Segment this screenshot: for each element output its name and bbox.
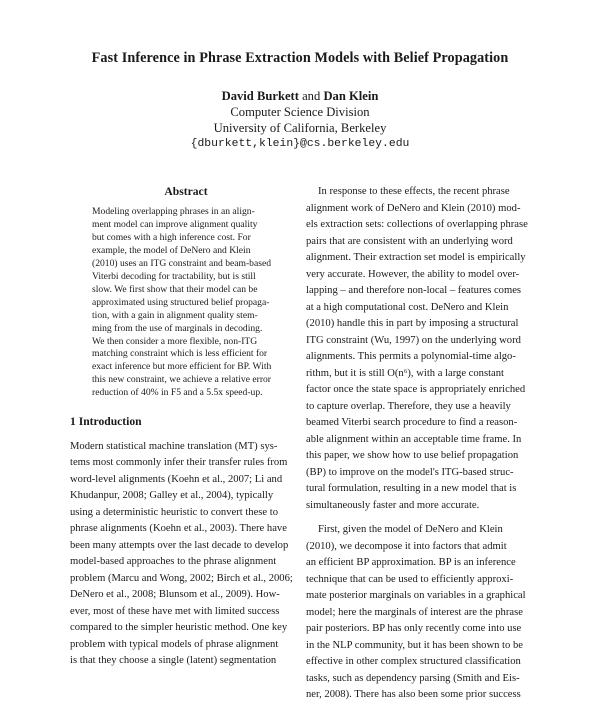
intro-line: DeNero et al., 2008; Blunsom et al., 2009). How- [70, 589, 280, 601]
author-block [0, 88, 600, 152]
abstract-line: matching constraint which is less efficient for [92, 348, 268, 360]
right-line: tural formulation, resulting in a new model that is [306, 483, 517, 494]
right-line: alignments. This permits a polynomial-time algo- [306, 351, 516, 362]
right-line: (2010), we decompose it into factors that admit [306, 540, 507, 552]
right-line: to capture overlap. Therefore, they use a heavily [306, 400, 511, 412]
abstract-line: slow. We first show that their model can be [92, 283, 258, 295]
abstract-body [92, 206, 294, 400]
abstract-line: exact inference but more efficient for BP. With [92, 361, 272, 373]
right-line: ITG constraint (Wu, 1997) on the underlying word [306, 334, 521, 346]
abstract-line: reduction of 40% in F5 and a 5.5x speed-up. [92, 387, 263, 399]
affiliation-university: University of California, Berkeley [213, 121, 387, 135]
right-line: (BP) to improve on the model's ITG-based struc- [306, 466, 514, 478]
right-line: First, given the model of DeNero and Klein [318, 524, 503, 535]
right-line: factor once the state space is appropriately enriched [306, 384, 526, 395]
intro-line: Khudanpur, 2008; Galley et al., 2004), typically [70, 490, 274, 502]
abstract-line: Viterbi decoding for tractability, but is still [92, 270, 256, 282]
abstract-line: example, the model of DeNero and Klein [92, 244, 251, 256]
introduction-heading: 1 Introduction [70, 415, 142, 429]
right-line: pair posteriors. BP has only recently come into use [306, 623, 522, 634]
intro-line: compared to the simpler heuristic method. One key [70, 622, 288, 634]
paper-title: Fast Inference in Phrase Extraction Models with Belief Propagation [91, 50, 509, 66]
abstract-line: We then consider a more flexible, non-ITG [92, 335, 258, 347]
right-line: (2010) handle this in part by imposing a structural [306, 318, 519, 329]
author-1: David Burkett [221, 89, 299, 103]
author-email: {dburkett,klein}@cs.berkeley.edu [190, 138, 410, 150]
right-line: mate posterior marginals on variables in a graphical [306, 590, 526, 601]
intro-line: using a deterministic heuristic to convert these to [70, 506, 278, 518]
abstract-line: but comes with a high inference cost. For [92, 231, 251, 243]
right-line: In response to these effects, the recent phrase [318, 186, 510, 197]
right-line: alignment work of DeNero and Klein (2010) mod- [306, 202, 521, 214]
abstract-line: tion, with a gain in alignment quality stem- [92, 309, 258, 321]
intro-line: problem with typical models of phrase alignment [70, 638, 279, 650]
abstract-line: Modeling overlapping phrases in an align- [92, 206, 255, 217]
abstract-line: ming from the use of marginals in decoding. [92, 322, 263, 334]
right-line: technique that can be used to efficiently approxi- [306, 573, 514, 585]
intro-line: phrase alignments (Koehn et al., 2003). There have [70, 523, 287, 535]
intro-line: word-level alignments (Koehn et al., 2007; Li and [70, 473, 283, 485]
intro-line: been many attempts over the last decade to develop [70, 539, 289, 551]
right-line: rithm, but it is still O(n⁶), with a large constant [306, 367, 504, 379]
abstract-line: approximated using structured belief propaga- [92, 296, 270, 308]
right-line: an efficient BP approximation. BP is an inference [306, 557, 516, 568]
right-line: at a high computational cost. DeNero and Klein [306, 301, 509, 313]
abstract-line: ment model can improve alignment quality [92, 218, 258, 230]
intro-line: problem (Marcu and Wong, 2002; Birch et al., 2006; [70, 572, 293, 584]
affiliation-division: Computer Science Division [230, 105, 370, 119]
author-names [0, 88, 600, 104]
right-line: alignment. Their extraction set model is empirically [306, 252, 526, 263]
abstract-heading: Abstract [164, 185, 208, 198]
author-conjunction: and [302, 89, 321, 103]
right-paragraph-1 [306, 184, 542, 514]
intro-line: ever, most of these have met with limited success [70, 605, 280, 617]
introduction-body [70, 439, 302, 670]
intro-line: Modern statistical machine translation (MT) sys- [70, 440, 278, 452]
intro-line: is that they choose a single (latent) segmentation [70, 655, 277, 667]
right-line: beamed Viterbi search procedure to find a reason- [306, 417, 518, 428]
right-line: pairs that are consistent with an underlying word [306, 235, 513, 247]
abstract-line: (2010) uses an ITG constraint and beam-based [92, 257, 272, 269]
right-line: in the NLP community, but it has been shown to be [306, 639, 523, 651]
right-line: lapping – and therefore non-local – features comes [306, 285, 522, 296]
right-line: effective in other complex structured classification [306, 656, 521, 667]
right-line: els extraction sets: collections of overlapping phrase [306, 219, 528, 230]
right-line: tasks, such as dependency parsing (Smith and Eis- [306, 672, 520, 684]
left-column [70, 184, 302, 670]
right-line: able alignment within an acceptable time frame. In [306, 433, 522, 445]
right-paragraph-2 [306, 522, 542, 704]
intro-line: model-based approaches to the phrase alignment [70, 556, 277, 568]
intro-line: tems most commonly infer their transfer rules from [70, 457, 288, 469]
right-line: very accurate. However, the ability to model over- [306, 268, 520, 280]
author-2: Dan Klein [323, 89, 379, 103]
right-line: model; here the marginals of interest are the phrase [306, 606, 523, 618]
right-line: simultaneously faster and more accurate. [306, 499, 480, 511]
right-line: this paper, we show how to use belief propagation [306, 450, 519, 461]
right-line: ner, 2008). There has also been some prior success [306, 689, 521, 700]
abstract-line: this new constraint, we achieve a relative error [92, 374, 272, 386]
right-column [306, 184, 542, 704]
